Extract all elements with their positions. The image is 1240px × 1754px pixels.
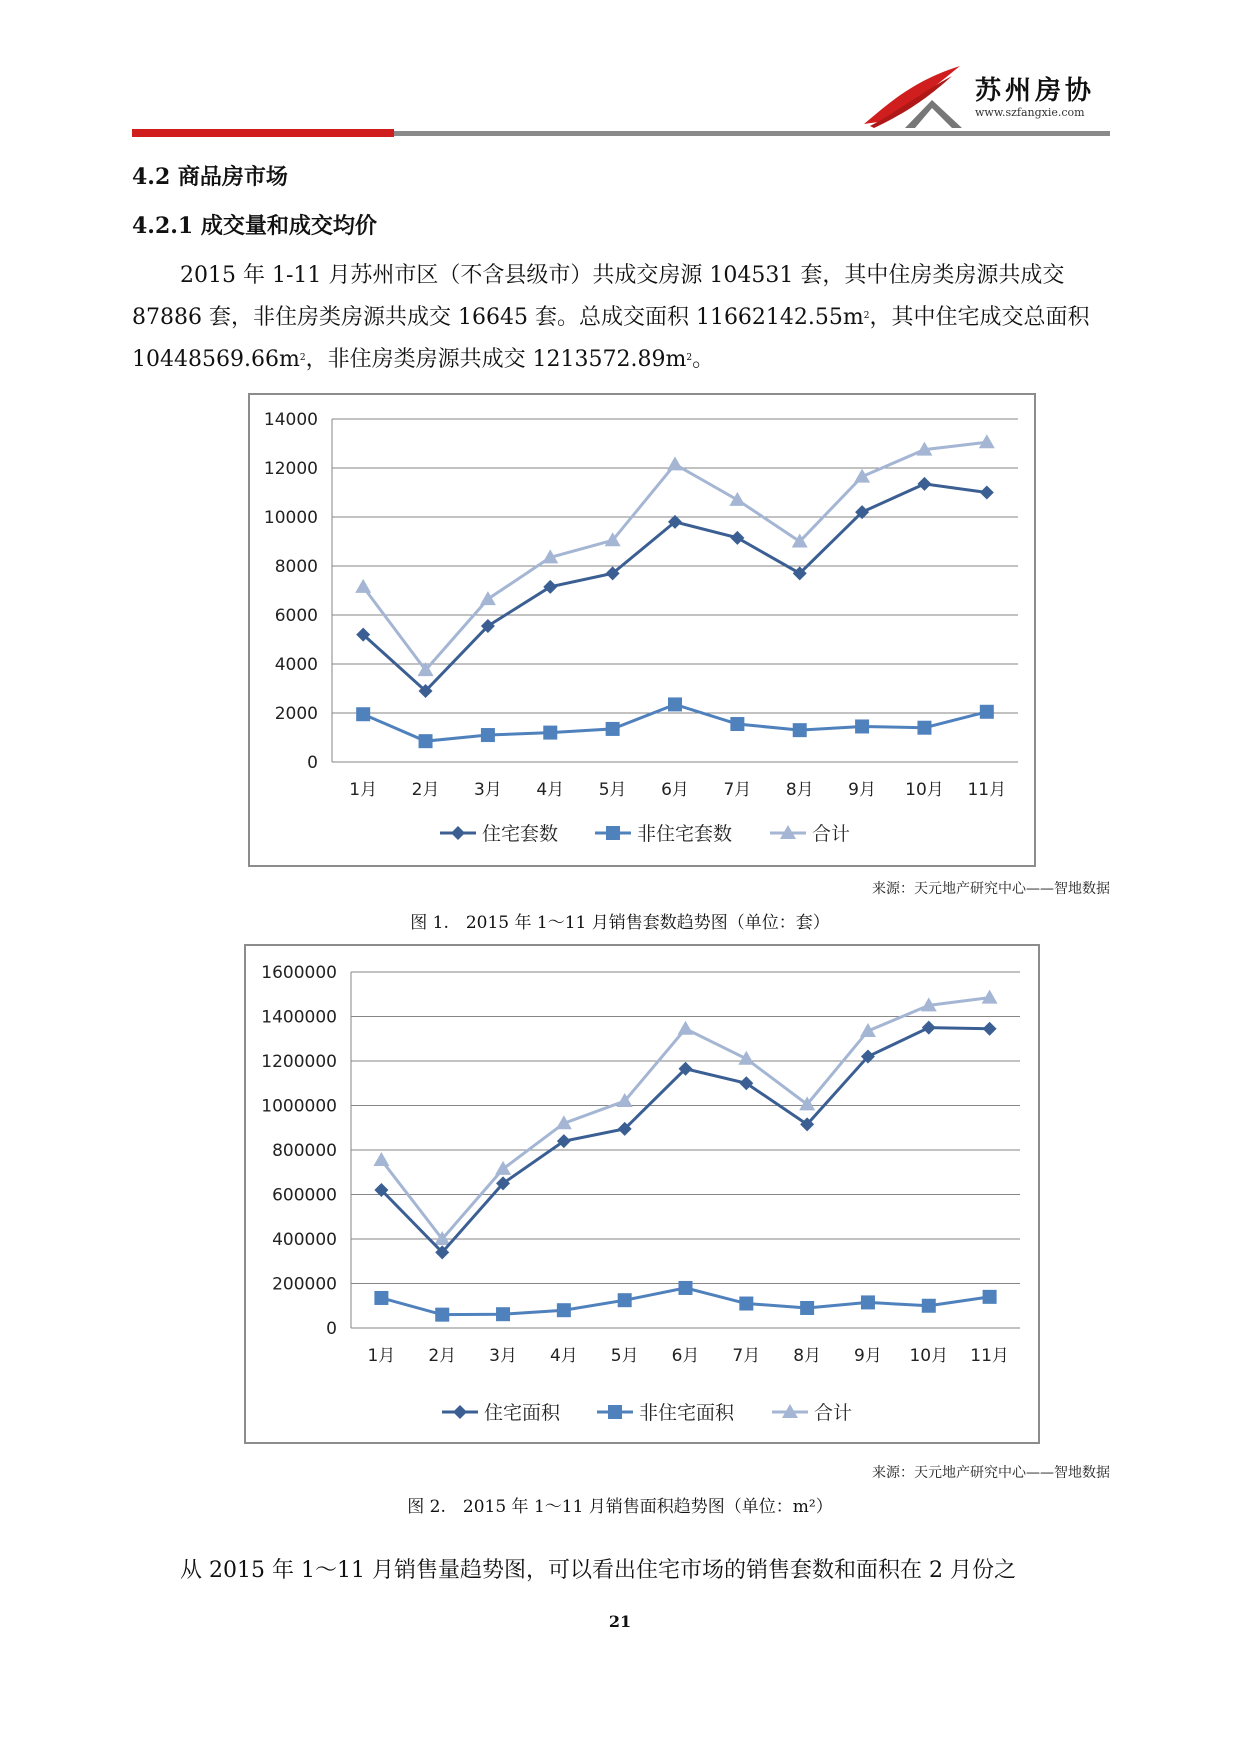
- logo-url: www.szfangxie.com: [975, 106, 1085, 119]
- x-tick-label: 11月: [970, 1346, 1009, 1366]
- data-point-series-3: [480, 591, 496, 605]
- x-tick-label: 9月: [848, 780, 877, 800]
- x-tick-label: 1月: [349, 780, 378, 800]
- data-point-series-3: [979, 434, 995, 448]
- data-point-series-2: [481, 728, 495, 742]
- x-tick-label: 8月: [793, 1346, 822, 1366]
- data-point-series-1: [922, 1021, 936, 1035]
- figure1-caption: 图 1. 2015 年 1～11 月销售套数趋势图（单位：套）: [410, 913, 830, 933]
- logo: [860, 62, 1120, 132]
- legend-label: 非住宅套数: [637, 823, 733, 845]
- data-point-series-2: [983, 1290, 997, 1304]
- x-tick-label: 4月: [549, 1346, 578, 1366]
- legend-label: 住宅面积: [484, 1402, 561, 1424]
- data-point-series-1: [543, 580, 557, 594]
- x-tick-label: 1月: [367, 1346, 396, 1366]
- data-point-series-2: [917, 721, 931, 735]
- y-tick-label: 8000: [274, 557, 318, 577]
- data-point-series-1: [730, 531, 744, 545]
- x-tick-label: 11月: [967, 780, 1007, 800]
- x-tick-label: 3月: [489, 1346, 517, 1366]
- y-tick-label: 10000: [263, 508, 318, 528]
- x-tick-label: 6月: [661, 780, 689, 800]
- y-tick-label: 600000: [272, 1185, 337, 1206]
- y-tick-label: 14000: [263, 410, 318, 430]
- data-point-series-2: [668, 697, 682, 711]
- y-tick-label: 400000: [272, 1230, 337, 1250]
- series-line-3: [363, 442, 987, 670]
- data-point-series-3: [373, 1152, 389, 1166]
- y-tick-label: 6000: [274, 606, 318, 626]
- legend-label: 住宅套数: [482, 823, 559, 845]
- data-point-series-3: [729, 492, 745, 506]
- x-tick-label: 3月: [473, 780, 502, 800]
- data-point-series-2: [557, 1303, 571, 1317]
- superscript: 2: [299, 353, 306, 363]
- x-tick-label: 7月: [723, 780, 752, 800]
- x-tick-label: 5月: [598, 780, 627, 800]
- legend-marker: [608, 1405, 622, 1419]
- data-point-series-2: [496, 1307, 510, 1321]
- data-point-series-2: [419, 734, 433, 748]
- data-point-series-1: [917, 477, 931, 491]
- para-text-1: 2015 年 1-11 月苏州市区（不含县级市）共成交房源 104531 套，其中住房类房源共成交 87886 套，非住房类房源共成交 16645 套。总成交面积 11662142.55m: [132, 263, 1065, 330]
- logo-feather-icon: [860, 62, 970, 132]
- legend-label: 非住宅面积: [639, 1402, 735, 1424]
- data-point-series-2: [855, 719, 869, 733]
- x-tick-label: 2月: [428, 1346, 457, 1366]
- header-rule-red: [132, 129, 394, 137]
- para-text-4: 。: [692, 347, 715, 372]
- y-tick-label: 800000: [272, 1141, 337, 1161]
- figure1-source: 来源：天元地产研究中心——智地数据: [872, 881, 1110, 897]
- y-tick-label: 1200000: [261, 1052, 337, 1072]
- legend-marker: [606, 826, 620, 840]
- superscript: 2: [686, 353, 693, 363]
- superscript: 2: [863, 311, 870, 321]
- data-point-series-2: [922, 1299, 936, 1313]
- y-tick-label: 200000: [272, 1274, 337, 1295]
- x-tick-label: 10月: [909, 1346, 949, 1366]
- data-point-series-3: [738, 1051, 754, 1065]
- y-tick-label: 1600000: [261, 963, 337, 983]
- data-point-series-2: [800, 1301, 814, 1315]
- y-tick-label: 1400000: [261, 1007, 337, 1028]
- y-tick-label: 2000: [274, 704, 318, 724]
- figure2-caption: 图 2. 2015 年 1～11 月销售面积趋势图（单位：m²）: [407, 1497, 833, 1517]
- data-point-series-2: [356, 707, 370, 721]
- para-text-3: ，非住房类房源共成交 1213572.89m: [305, 347, 687, 372]
- data-point-series-1: [980, 486, 994, 500]
- legend-label: 合计: [814, 1402, 853, 1424]
- legend-marker: [453, 1405, 467, 1419]
- x-tick-label: 8月: [785, 780, 814, 800]
- y-tick-label: 4000: [274, 655, 318, 675]
- data-point-series-2: [739, 1297, 753, 1311]
- y-tick-label: 0: [307, 753, 318, 773]
- data-point-series-3: [678, 1021, 694, 1035]
- subsection-heading: 4.2.1 成交量和成交均价: [132, 213, 377, 239]
- data-point-series-2: [793, 723, 807, 737]
- page-number: 21: [608, 1612, 632, 1631]
- body-paragraph-continued: 从 2015 年 1～11 月销售量趋势图，可以看出住宅市场的销售套数和面积在 2 月份之: [180, 1558, 1016, 1583]
- data-point-series-2: [730, 717, 744, 731]
- x-tick-label: 5月: [610, 1346, 639, 1366]
- y-tick-label: 0: [326, 1319, 337, 1339]
- chart-sales-units-svg: [250, 395, 1034, 865]
- x-tick-label: 9月: [854, 1346, 882, 1366]
- legend-label: 合计: [812, 823, 851, 845]
- y-tick-label: 12000: [263, 459, 318, 479]
- data-point-series-3: [982, 990, 998, 1004]
- data-point-series-2: [679, 1281, 693, 1295]
- data-point-series-2: [980, 705, 994, 719]
- chart-sales-area: [244, 944, 1040, 1444]
- para-text-2: ，其中住宅成交总面积 10448569.66m: [132, 305, 1090, 372]
- data-point-series-2: [861, 1295, 875, 1309]
- x-tick-label: 10月: [905, 780, 944, 800]
- header-rule-gray: [394, 131, 1110, 136]
- data-point-series-2: [435, 1308, 449, 1322]
- x-tick-label: 6月: [671, 1346, 700, 1366]
- y-tick-label: 1000000: [261, 1096, 337, 1117]
- section-heading: 4.2 商品房市场: [132, 164, 288, 190]
- chart-sales-area-svg: [246, 946, 1038, 1442]
- header-rule: [132, 129, 1110, 137]
- data-point-series-2: [374, 1291, 388, 1305]
- legend-marker: [451, 826, 465, 840]
- data-point-series-2: [606, 722, 620, 736]
- data-point-series-3: [355, 579, 371, 593]
- data-point-series-2: [618, 1293, 632, 1307]
- data-point-series-2: [543, 726, 557, 740]
- figure2-source: 来源：天元地产研究中心——智地数据: [872, 1465, 1110, 1481]
- data-point-series-1: [983, 1022, 997, 1036]
- body-paragraph: [132, 255, 1110, 381]
- logo-title: 苏州房协: [975, 76, 1096, 106]
- x-tick-label: 2月: [411, 780, 440, 800]
- data-point-series-3: [667, 456, 683, 470]
- x-tick-label: 4月: [536, 780, 565, 800]
- chart-sales-units: [248, 393, 1036, 867]
- x-tick-label: 7月: [732, 1346, 761, 1366]
